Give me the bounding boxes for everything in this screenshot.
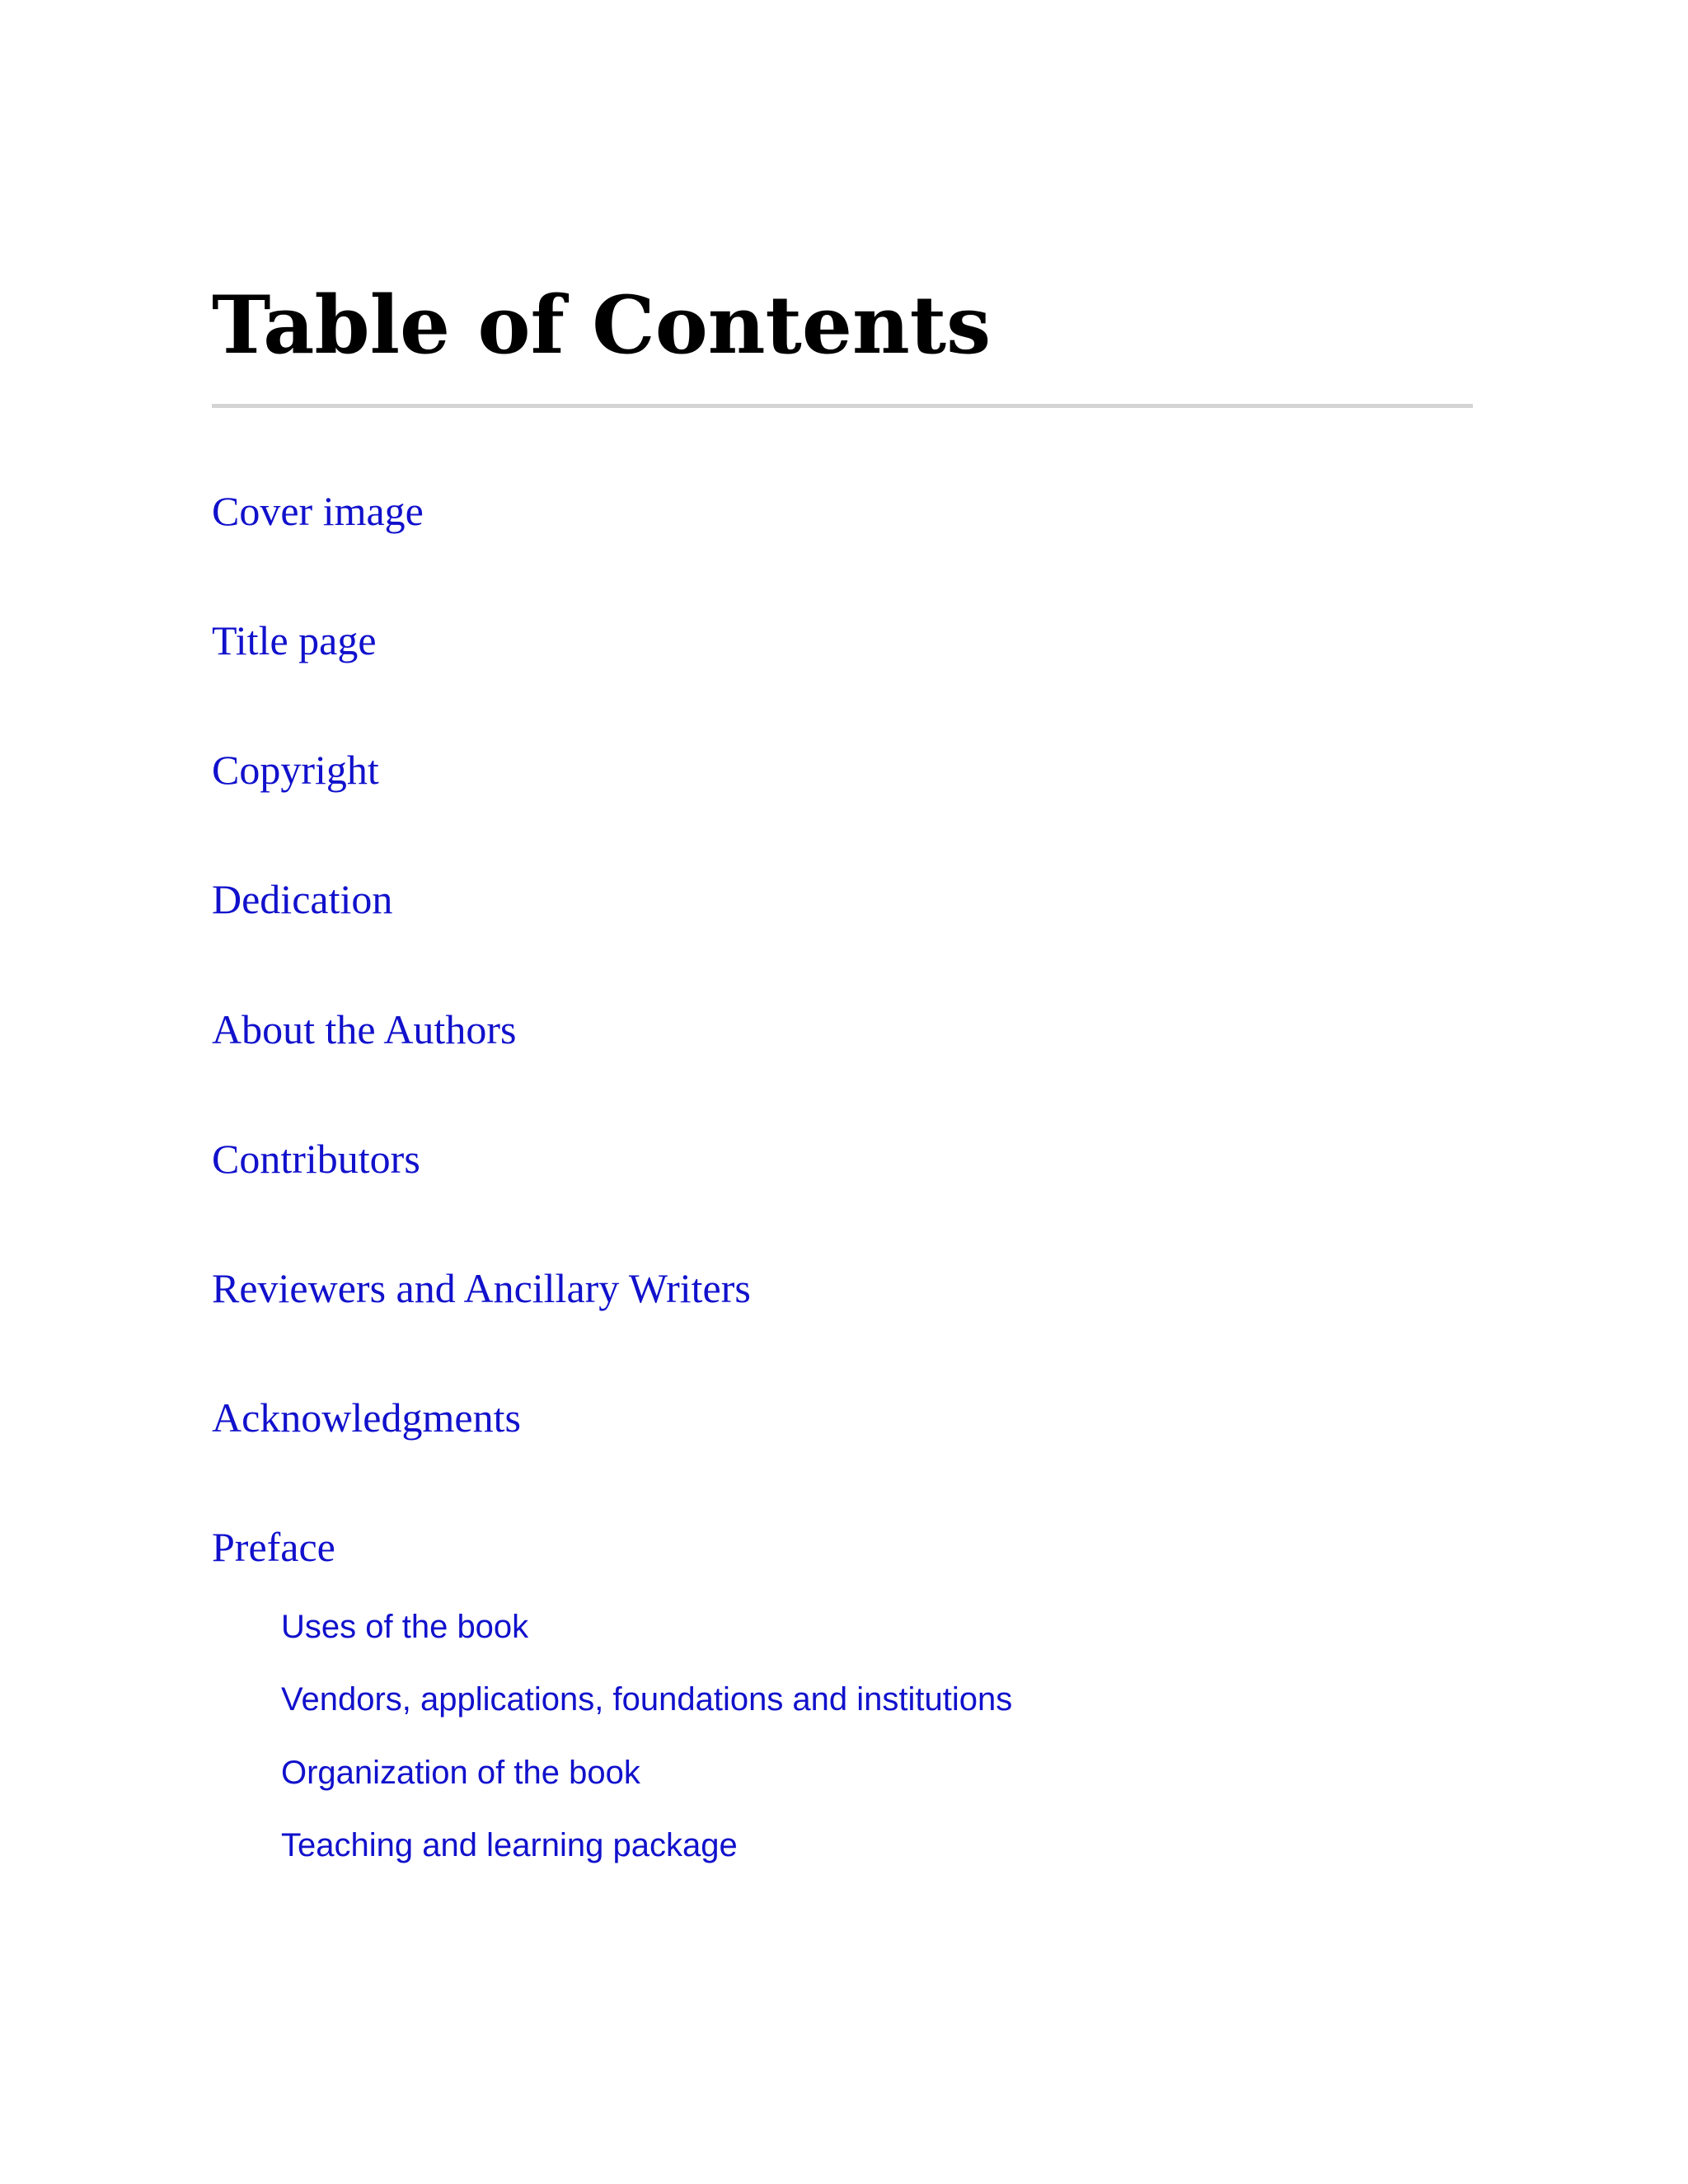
toc-link-title-page[interactable]: Title page	[212, 617, 377, 663]
toc-sublink-uses-of-the-book[interactable]: Uses of the book	[281, 1609, 529, 1645]
page-title: Table of Contents	[212, 279, 992, 372]
toc-link-cover-image[interactable]: Cover image	[212, 488, 424, 534]
toc-link-preface[interactable]: Preface	[212, 1524, 335, 1570]
toc-link-reviewers[interactable]: Reviewers and Ancillary Writers	[212, 1265, 751, 1311]
toc-link-copyright[interactable]: Copyright	[212, 747, 379, 793]
toc-link-contributors[interactable]: Contributors	[212, 1136, 420, 1182]
title-divider	[212, 404, 1473, 408]
toc-link-about-the-authors[interactable]: About the Authors	[212, 1006, 517, 1052]
toc-link-dedication[interactable]: Dedication	[212, 876, 393, 922]
toc-sublink-vendors[interactable]: Vendors, applications, foundations and institutions	[281, 1681, 1013, 1718]
toc-sublink-teaching-package[interactable]: Teaching and learning package	[281, 1827, 738, 1863]
toc-sublink-organization[interactable]: Organization of the book	[281, 1755, 640, 1791]
toc-link-acknowledgments[interactable]: Acknowledgments	[212, 1394, 521, 1441]
